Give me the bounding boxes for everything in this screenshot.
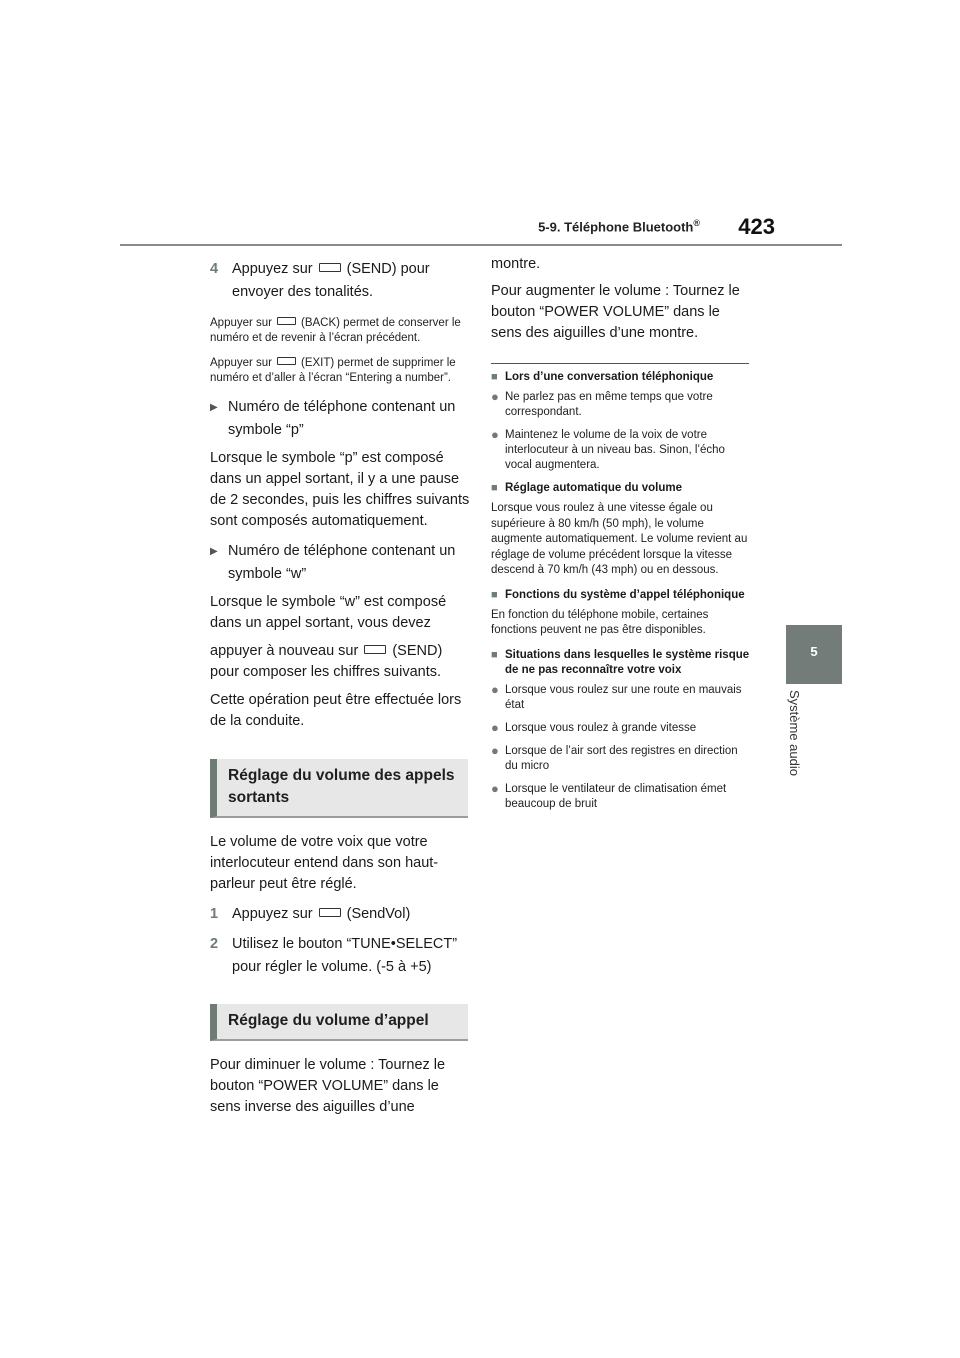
section-banner-call-volume: Réglage du volume d’appel bbox=[210, 1004, 468, 1041]
subheading-p-symbol: ▶ Numéro de téléphone contenant un symbole “p” bbox=[210, 396, 470, 442]
paragraph-continued: montre. bbox=[491, 256, 541, 272]
chapter-label: Système audio bbox=[787, 690, 802, 776]
circle-bullet-icon: ● bbox=[491, 389, 499, 404]
bullet-item: ● Lorsque vous roulez à grande vitesse bbox=[491, 719, 697, 735]
bullet-item: ● Ne parlez pas en même temps que votre correspondant. bbox=[491, 389, 713, 418]
send-button-icon bbox=[364, 645, 386, 654]
bullet-item: ● Lorsque vous roulez sur une route en mauvais état bbox=[491, 681, 742, 711]
paragraph-w-symbol-cont: appuyer à nouveau sur (SEND) pour composer les chiffres suivants. bbox=[210, 643, 443, 680]
bullet-item: ● Lorsque de l’air sort des registres en direction du micro bbox=[491, 742, 738, 772]
heading-auto-volume: ■ Réglage automatique du volume bbox=[491, 482, 682, 494]
paragraph-p-symbol: Lorsque le symbole “p” est composé dans un appel sortant, il y a une pause de 2 secondes, puis les chiffres suivants sont composés automatiquement. bbox=[210, 450, 470, 529]
circle-bullet-icon: ● bbox=[491, 780, 499, 796]
triangle-bullet-icon: ▶ bbox=[210, 546, 218, 557]
circle-bullet-icon: ● bbox=[491, 719, 499, 735]
note-back: Appuyer sur (BACK) permet de conserver le numéro et de revenir à l’écran précédent. bbox=[210, 317, 461, 344]
sendvol-button-icon bbox=[319, 908, 341, 917]
paragraph-w-symbol: Lorsque le symbole “w” est composé dans un appel sortant, vous devez bbox=[210, 594, 447, 631]
send-button-icon bbox=[319, 263, 341, 272]
right-column bbox=[491, 254, 753, 820]
heading-voice-recognition: ■ Situations dans lesquelles le système risque de ne pas reconnaître votre voix bbox=[491, 648, 750, 676]
exit-button-icon bbox=[277, 357, 296, 365]
paragraph-call-functions: En fonction du téléphone mobile, certaines fonctions peuvent ne pas être disponibles. bbox=[491, 608, 709, 636]
heading-conversation: ■ Lors d’une conversation téléphonique bbox=[491, 371, 714, 383]
section-divider bbox=[491, 363, 749, 364]
chapter-tab: 5 bbox=[786, 625, 842, 684]
circle-bullet-icon: ● bbox=[491, 742, 499, 758]
circle-bullet-icon: ● bbox=[491, 427, 499, 442]
square-bullet-icon: ■ bbox=[491, 648, 498, 661]
step-4: 4 Appuyez sur (SEND) pour envoyer des tonalités. bbox=[210, 261, 430, 300]
paragraph-increase-volume: Pour augmenter le volume : Tournez le bouton “POWER VOLUME” dans le sens des aiguilles d’une montre. bbox=[491, 283, 740, 341]
section-title: 5-9. Téléphone Bluetooth® bbox=[538, 218, 700, 235]
paragraph-decrease-volume: Pour diminuer le volume : Tournez le bouton “POWER VOLUME” dans le sens inverse des aiguilles d’une bbox=[210, 1057, 446, 1115]
square-bullet-icon: ■ bbox=[491, 588, 498, 601]
section-banner-outgoing-volume: Réglage du volume des appels sortants bbox=[210, 759, 468, 818]
subheading-w-symbol: ▶ Numéro de téléphone contenant un symbole “w” bbox=[210, 540, 470, 586]
heading-call-functions: ■ Fonctions du système d’appel téléphonique bbox=[491, 588, 745, 601]
header-divider bbox=[120, 244, 842, 246]
square-bullet-icon: ■ bbox=[491, 482, 498, 494]
paragraph-volume: Le volume de votre voix que votre interlocuteur entend dans son haut-parleur peut être réglé. bbox=[210, 834, 439, 892]
triangle-bullet-icon: ▶ bbox=[210, 402, 218, 413]
back-button-icon bbox=[277, 317, 296, 325]
paragraph-auto-volume: Lorsque vous roulez à une vitesse égale ou supérieure à 80 km/h (50 mph), le volume augmente automatiquement. Le volume revient au réglage de volume précédent lorsque la vitesse descend à 70 km/h (43 mph) ou en dessous. bbox=[491, 502, 748, 576]
circle-bullet-icon: ● bbox=[491, 681, 499, 697]
note-exit: Appuyer sur (EXIT) permet de supprimer le numéro et d’aller à l’écran “Entering a number”. bbox=[210, 357, 456, 384]
paragraph-driving: Cette opération peut être effectuée lors de la conduite. bbox=[210, 692, 462, 729]
left-column bbox=[210, 258, 470, 1125]
bullet-item: ● Maintenez le volume de la voix de votre interlocuteur à un niveau bas. Sinon, l’écho vocal augmentera. bbox=[491, 427, 725, 471]
square-bullet-icon: ■ bbox=[491, 371, 498, 383]
bullet-item: ● Lorsque le ventilateur de climatisation émet beaucoup de bruit bbox=[491, 780, 727, 810]
step-2: 2 Utilisez le bouton “TUNE•SELECT” pour régler le volume. (-5 à +5) bbox=[210, 936, 458, 975]
page-number: 423 bbox=[738, 214, 775, 239]
step-1: 1 Appuyez sur (SendVol) bbox=[210, 906, 411, 922]
